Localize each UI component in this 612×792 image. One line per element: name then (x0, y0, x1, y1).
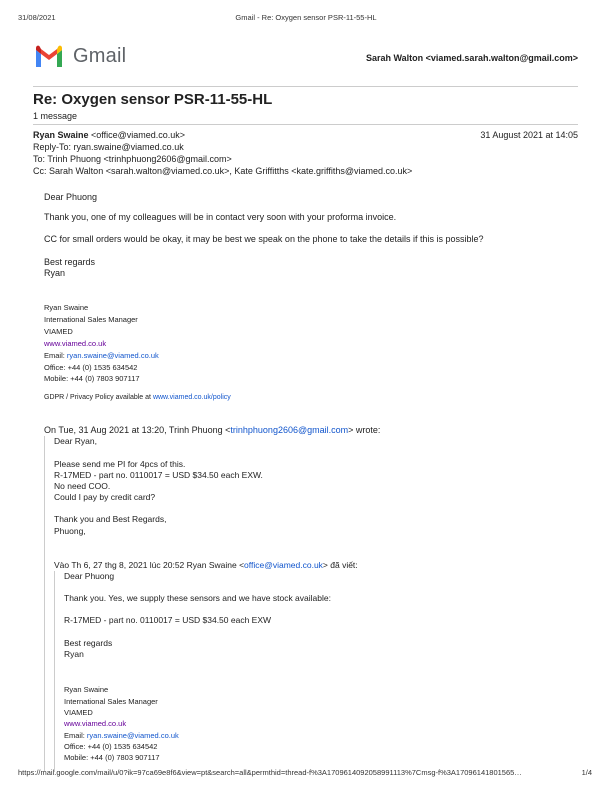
attribution-email-link[interactable]: trinhphuong2606@gmail.com (230, 425, 349, 435)
gmail-logo[interactable] (34, 44, 134, 70)
sig-mobile: Mobile: +44 (0) 7803 907117 (64, 753, 160, 762)
sig-role: International Sales Manager (64, 697, 158, 706)
body-closing: Best regards (44, 257, 96, 267)
quote-bar (44, 436, 45, 772)
sig-email-label: Email: (44, 351, 67, 360)
sig-website-link[interactable]: www.viamed.co.uk (64, 719, 127, 728)
nested-quote-signoff: Ryan (64, 649, 84, 659)
quote-bar-nested (54, 571, 55, 772)
sig-role: International Sales Manager (44, 315, 138, 324)
attribution-text: Vào Th 6, 27 thg 8, 2021 lúc 20:52 Ryan Swaine < (54, 560, 245, 570)
sig-office: Office: +44 (0) 1535 634542 (64, 742, 158, 751)
body-paragraph: CC for small orders would be okay, it may be best we speak on the phone to take the details if this is possible? (44, 234, 484, 244)
sig-email-line (64, 731, 179, 740)
sig-mobile: Mobile: +44 (0) 7803 907117 (44, 374, 140, 383)
attribution-email-link[interactable]: office@viamed.co.uk (244, 560, 323, 570)
sig-email-link[interactable]: ryan.swaine@viamed.co.uk (86, 731, 179, 740)
gdpr-link[interactable]: www.viamed.co.uk/policy (152, 394, 231, 401)
nested-quote-greeting: Dear Phuong (64, 571, 115, 581)
attribution-text: > đã viết: (322, 560, 358, 570)
quote-line: Thank you and Best Regards, (54, 514, 167, 524)
quote-line: Could I pay by credit card? (54, 492, 156, 502)
quote-attribution (54, 560, 358, 570)
nested-quote-closing: Best regards (64, 638, 113, 648)
message-count: 1 message (33, 111, 78, 121)
nested-quote-paragraph: R-17MED - part no. 0110017 = USD $34.50 each EXW (64, 615, 272, 625)
page-number: 1/4 (581, 768, 592, 777)
sig-name: Ryan Swaine (64, 685, 109, 694)
sig-website-link[interactable]: www.viamed.co.uk (44, 339, 107, 348)
gmail-m-icon (34, 45, 64, 68)
attribution-text: > wrote: (348, 425, 381, 435)
body-signoff: Ryan (44, 268, 66, 278)
message-date: 31 August 2021 at 14:05 (480, 130, 578, 140)
nested-quote-paragraph: Thank you. Yes, we supply these sensors and we have stock available: (64, 593, 331, 603)
quote-line: Phuong, (54, 526, 86, 536)
body-greeting: Dear Phuong (44, 192, 98, 202)
gdpr-line (44, 394, 231, 401)
sig-email-link[interactable]: ryan.swaine@viamed.co.uk (66, 351, 159, 360)
to-line: To: Trinh Phuong <trinhphuong2606@gmail.com> (33, 154, 232, 164)
sig-office: Office: +44 (0) 1535 634542 (44, 363, 138, 372)
attribution-text: On Tue, 31 Aug 2021 at 13:20, Trinh Phuong < (44, 425, 231, 435)
quote-line: Dear Ryan, (54, 436, 97, 446)
print-date: 31/08/2021 (18, 13, 56, 22)
quote-attribution (44, 425, 380, 435)
divider (33, 86, 578, 87)
sender-email: <office@viamed.co.uk> (91, 130, 186, 140)
gmail-wordmark: Gmail (73, 45, 127, 67)
quote-line: No need COO. (54, 481, 111, 491)
print-title: Gmail - Re: Oxygen sensor PSR-11-55-HL (235, 13, 377, 22)
cc-line: Cc: Sarah Walton <sarah.walton@viamed.co.uk>, Kate Griffitths <kate.griffiths@viamed.co.uk> (33, 166, 413, 176)
sig-name: Ryan Swaine (44, 303, 89, 312)
reply-to-line: Reply-To: ryan.swaine@viamed.co.uk (33, 142, 184, 152)
sig-email-line (44, 351, 159, 360)
body-paragraph: Thank you, one of my colleagues will be in contact very soon with your proforma invoice. (44, 212, 397, 222)
sig-company: VIAMED (64, 708, 93, 717)
account-label: Sarah Walton <viamed.sarah.walton@gmail.com> (365, 53, 578, 63)
sig-email-label: Email: (64, 731, 87, 740)
print-url: https://mail.google.com/mail/u/0?ik=97ca69e8f6&view=pt&search=all&permthid=thread-f%3A1709614092058991113%7Cmsg-f%3A17096141801565… (18, 768, 522, 777)
sender-line (33, 130, 185, 140)
thread-subject: Re: Oxygen sensor PSR-11-55-HL (33, 91, 273, 108)
divider (33, 124, 578, 125)
quote-line: Please send me PI for 4pcs of this. (54, 459, 186, 469)
gdpr-text: GDPR / Privacy Policy available at (44, 394, 153, 401)
quote-line: R-17MED - part no. 0110017 = USD $34.50 each EXW. (54, 470, 263, 480)
sender-name: Ryan Swaine (33, 130, 89, 140)
sig-company: VIAMED (44, 327, 73, 336)
